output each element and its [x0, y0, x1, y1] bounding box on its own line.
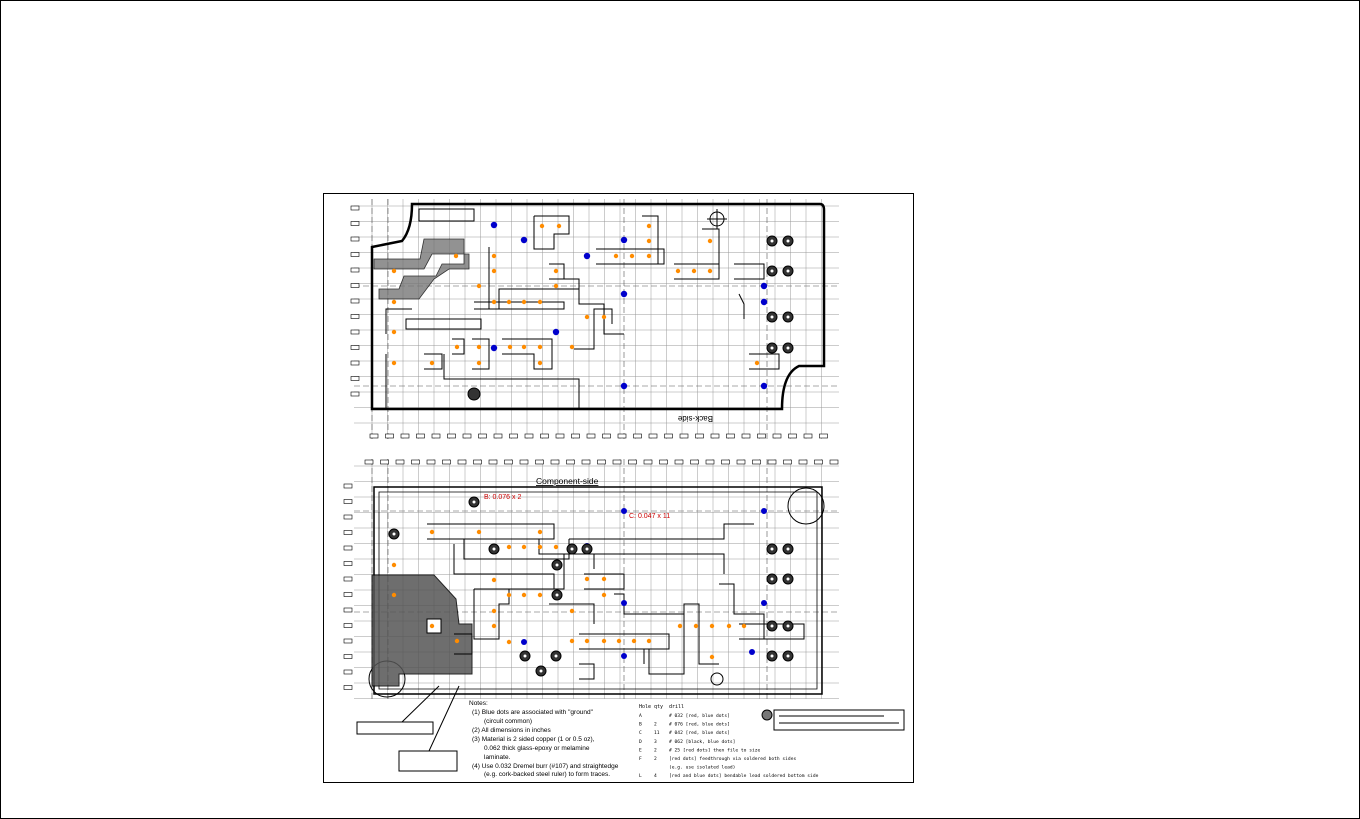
- dimension-tick-bottom: [525, 434, 533, 438]
- pad-orange: [492, 269, 496, 273]
- pad-orange: [710, 624, 714, 628]
- dimension-tick-bottom: [696, 434, 704, 438]
- pad-orange: [507, 300, 511, 304]
- dimension-tick-bottom: [587, 434, 595, 438]
- pad-hole: [787, 316, 790, 319]
- pad-hole: [787, 240, 790, 243]
- dimension-tick-top: [536, 460, 544, 464]
- pad-orange: [570, 639, 574, 643]
- ground-via-blue: [584, 253, 590, 259]
- pad-orange: [708, 239, 712, 243]
- ground-via-blue: [491, 345, 497, 351]
- dimension-tick-bottom: [665, 434, 673, 438]
- back-side-label: Back-side: [677, 414, 713, 423]
- dimension-tick-bottom: [386, 434, 394, 438]
- dimension-tick-top: [381, 460, 389, 464]
- dimension-tick-top: [768, 460, 776, 464]
- pad-orange: [630, 254, 634, 258]
- dimension-tick-top: [830, 460, 838, 464]
- dimension-tick-bottom: [618, 434, 626, 438]
- pad-hole: [787, 347, 790, 350]
- pad-orange: [392, 361, 396, 365]
- pad-orange: [694, 624, 698, 628]
- pad-hole: [473, 501, 476, 504]
- pad-orange: [508, 345, 512, 349]
- dimension-tick-top: [567, 460, 575, 464]
- pad-hole: [771, 347, 774, 350]
- callout-box-2: [399, 751, 457, 771]
- pad-orange: [585, 639, 589, 643]
- pad-hole: [493, 548, 496, 551]
- component-side-label: Component-side: [536, 476, 599, 486]
- pad-orange: [430, 530, 434, 534]
- dimension-tick-top: [706, 460, 714, 464]
- drill-table-cell: 2: [654, 757, 657, 762]
- pad-hole: [771, 578, 774, 581]
- notes-heading: Notes:: [469, 700, 488, 707]
- pad-orange: [430, 624, 434, 628]
- dimension-tick-top: [675, 460, 683, 464]
- pad-hole: [771, 270, 774, 273]
- drill-table-header-drill: drill: [669, 704, 685, 710]
- pad-hole: [787, 625, 790, 628]
- drill-table-cell: E: [639, 748, 642, 754]
- pad-hole: [771, 240, 774, 243]
- dimension-tick-bottom: [773, 434, 781, 438]
- title-block-symbol: [762, 710, 772, 720]
- back-label-box-bottom: [406, 319, 481, 329]
- ground-via-blue: [749, 649, 755, 655]
- dimension-tick-bottom: [479, 434, 487, 438]
- component-side-copper-pour: [372, 575, 472, 686]
- dimension-tick-bottom: [417, 434, 425, 438]
- pad-orange: [477, 361, 481, 365]
- drill-table-cell: # 25 [red dots] then file to size: [669, 748, 761, 754]
- pad-hole: [556, 564, 559, 567]
- title-block-box: [774, 710, 904, 730]
- drill-table-cell: D: [639, 739, 642, 745]
- pad-orange: [477, 530, 481, 534]
- ground-via-blue: [621, 383, 627, 389]
- drill-table-cell: L: [639, 774, 642, 780]
- dimension-tick-left: [351, 299, 359, 303]
- dimension-tick-top: [799, 460, 807, 464]
- pad-hole: [787, 548, 790, 551]
- pad-orange: [570, 345, 574, 349]
- dimension-tick-top: [582, 460, 590, 464]
- ground-via-blue: [521, 237, 527, 243]
- dimension-tick-top: [722, 460, 730, 464]
- dimension-tick-bottom: [634, 434, 642, 438]
- drill-table-cell: [red and blue dots] bendable lead soldered bottom side: [669, 774, 819, 780]
- dimension-tick-left: [344, 686, 352, 690]
- pad-hole: [586, 548, 589, 551]
- pad-orange: [430, 361, 434, 365]
- dimension-tick-bottom: [758, 434, 766, 438]
- pad-orange: [540, 224, 544, 228]
- pad-orange: [557, 224, 561, 228]
- note-line-4: (3) Material is 2 sided copper (1 or 0.5 oz),: [472, 736, 595, 743]
- dimension-tick-top: [443, 460, 451, 464]
- pad-orange: [614, 254, 618, 258]
- pad-orange: [538, 300, 542, 304]
- note-line-2: (circuit common): [484, 718, 533, 725]
- back-side-outline: [372, 204, 824, 409]
- dimension-tick-bottom: [804, 434, 812, 438]
- dimension-tick-left: [344, 655, 352, 659]
- dimension-tick-left: [351, 392, 359, 396]
- ground-via-blue: [621, 508, 627, 514]
- ground-via-blue: [761, 383, 767, 389]
- dimension-tick-left: [351, 206, 359, 210]
- dimension-tick-left: [344, 531, 352, 535]
- pad-orange: [455, 639, 459, 643]
- pad-orange: [602, 577, 606, 581]
- dimension-tick-top: [458, 460, 466, 464]
- pad-orange: [692, 269, 696, 273]
- pad-orange: [392, 269, 396, 273]
- note-line-6: laminate.: [484, 754, 511, 761]
- back-label-box-top: [419, 209, 474, 221]
- pad-orange: [492, 578, 496, 582]
- pad-hole: [787, 578, 790, 581]
- drill-table-cell: 2: [654, 722, 657, 728]
- pad-hole: [771, 316, 774, 319]
- pad-orange: [632, 639, 636, 643]
- dimension-tick-bottom: [711, 434, 719, 438]
- pad-orange: [554, 284, 558, 288]
- notes-block: [469, 700, 619, 778]
- callout-leader-1: [402, 686, 439, 722]
- dimension-tick-left: [351, 222, 359, 226]
- pad-orange: [538, 345, 542, 349]
- pad-hole: [771, 625, 774, 628]
- pad-orange: [522, 545, 526, 549]
- pad-orange: [538, 545, 542, 549]
- dimension-tick-bottom: [370, 434, 378, 438]
- dimension-tick-left: [344, 546, 352, 550]
- pad-orange: [676, 269, 680, 273]
- dimension-tick-bottom: [649, 434, 657, 438]
- dimension-tick-bottom: [742, 434, 750, 438]
- drill-table-cell: [red dots] feedthrough via soldered both sides: [669, 757, 797, 762]
- dimension-tick-top: [644, 460, 652, 464]
- ground-via-blue: [621, 237, 627, 243]
- dimension-tick-left: [344, 562, 352, 566]
- drill-table: [639, 704, 819, 779]
- note-line-5: 0.062 thick glass-epoxy or melamine: [484, 745, 590, 752]
- ground-via-blue: [761, 299, 767, 305]
- dimension-tick-top: [474, 460, 482, 464]
- dimension-tick-bottom: [510, 434, 518, 438]
- dimension-tick-top: [737, 460, 745, 464]
- dimension-tick-left: [344, 639, 352, 643]
- ground-via-blue: [761, 600, 767, 606]
- dimension-tick-bottom: [820, 434, 828, 438]
- dimension-tick-bottom: [541, 434, 549, 438]
- dimension-tick-top: [489, 460, 497, 464]
- dimension-tick-top: [660, 460, 668, 464]
- pad-hole: [555, 655, 558, 658]
- dimension-tick-top: [396, 460, 404, 464]
- ground-via-blue: [521, 639, 527, 645]
- dimension-tick-left: [351, 361, 359, 365]
- pad-hole: [571, 548, 574, 551]
- drill-table-cell: # 032 [red, blue dots]: [669, 714, 730, 719]
- pad-orange: [617, 639, 621, 643]
- dimension-tick-top: [784, 460, 792, 464]
- ground-via-blue: [621, 600, 627, 606]
- pad-hole: [787, 655, 790, 658]
- dimension-tick-left: [344, 624, 352, 628]
- pad-orange: [727, 624, 731, 628]
- pad-orange: [492, 624, 496, 628]
- dimension-tick-left: [351, 346, 359, 350]
- dimension-tick-bottom: [401, 434, 409, 438]
- pad-orange: [392, 300, 396, 304]
- drill-c-callout: C: 0.047 x 11: [629, 513, 671, 520]
- dimension-tick-top: [815, 460, 823, 464]
- pad-orange: [585, 315, 589, 319]
- ground-via-blue: [761, 283, 767, 289]
- dimension-tick-top: [412, 460, 420, 464]
- dimension-tick-left: [351, 284, 359, 288]
- drill-table-header-hole: Hole: [639, 704, 652, 710]
- mounting-hole-pad: [468, 388, 480, 400]
- note-line-8: (e.g. cork-backed steel ruler) to form traces.: [484, 771, 611, 778]
- drill-table-cell: # 076 [red, blue dots]: [669, 722, 730, 728]
- drill-table-cell: 4: [654, 774, 657, 780]
- pad-orange: [742, 624, 746, 628]
- pad-hole: [771, 655, 774, 658]
- ground-via-blue: [761, 508, 767, 514]
- note-line-7: (4) Use 0.032 Dremel burr (#107) and straightedge: [472, 763, 619, 770]
- ground-via-blue: [621, 291, 627, 297]
- pad-orange: [678, 624, 682, 628]
- pad-orange: [477, 284, 481, 288]
- dimension-tick-top: [520, 460, 528, 464]
- dimension-tick-left: [351, 377, 359, 381]
- dimension-tick-bottom: [572, 434, 580, 438]
- dimension-tick-left: [344, 608, 352, 612]
- pad-orange: [522, 300, 526, 304]
- drill-table-cell: B: [639, 722, 642, 728]
- pad-orange: [455, 345, 459, 349]
- dimension-tick-top: [598, 460, 606, 464]
- dimension-tick-bottom: [727, 434, 735, 438]
- dimension-tick-bottom: [556, 434, 564, 438]
- callout-leader-2: [429, 686, 459, 751]
- dimension-tick-left: [344, 670, 352, 674]
- dimension-tick-top: [365, 460, 373, 464]
- ground-via-blue: [491, 222, 497, 228]
- dimension-tick-top: [505, 460, 513, 464]
- drill-table-cell: 11: [654, 731, 660, 737]
- drill-table-cell: A: [639, 714, 642, 719]
- dimension-tick-bottom: [448, 434, 456, 438]
- dimension-tick-left: [351, 268, 359, 272]
- pad-orange: [454, 254, 458, 258]
- dimension-tick-top: [551, 460, 559, 464]
- pad-orange: [538, 593, 542, 597]
- pad-orange: [392, 593, 396, 597]
- pad-orange: [522, 345, 526, 349]
- pad-orange: [554, 545, 558, 549]
- pad-hole: [787, 270, 790, 273]
- dimension-tick-left: [344, 484, 352, 488]
- drill-table-cell: (e.g. use isolated lead): [669, 765, 736, 771]
- drill-table-cell: 3: [654, 739, 657, 745]
- dimension-tick-top: [613, 460, 621, 464]
- pad-orange: [492, 609, 496, 613]
- pad-orange: [554, 269, 558, 273]
- dimension-tick-bottom: [789, 434, 797, 438]
- note-line-3: (2) All dimensions in inches: [472, 727, 551, 734]
- dimension-tick-left: [344, 577, 352, 581]
- pad-orange: [647, 224, 651, 228]
- pad-hole: [524, 655, 527, 658]
- pad-orange: [538, 530, 542, 534]
- pad-orange: [602, 593, 606, 597]
- pad-orange: [392, 563, 396, 567]
- drill-table-cell: # 062 [black, blue dots]: [669, 739, 736, 745]
- dimension-tick-left: [351, 315, 359, 319]
- callout-box-1: [357, 722, 433, 734]
- pad-orange: [492, 254, 496, 258]
- dimension-tick-top: [691, 460, 699, 464]
- pad-orange: [647, 239, 651, 243]
- dimension-tick-bottom: [463, 434, 471, 438]
- dimension-tick-left: [351, 253, 359, 257]
- pad-orange: [570, 609, 574, 613]
- pad-orange: [602, 315, 606, 319]
- pad-hole: [556, 594, 559, 597]
- pad-orange: [507, 545, 511, 549]
- dimension-tick-top: [753, 460, 761, 464]
- pad-orange: [647, 639, 651, 643]
- dimension-tick-bottom: [432, 434, 440, 438]
- pad-orange: [507, 593, 511, 597]
- pad-orange: [602, 639, 606, 643]
- dimension-tick-top: [427, 460, 435, 464]
- pad-orange: [522, 593, 526, 597]
- component-side-board: [357, 476, 904, 771]
- dimension-tick-left: [351, 237, 359, 241]
- drill-table-header-qty: qty: [654, 704, 664, 710]
- pad-orange: [392, 330, 396, 334]
- pad-orange: [647, 254, 651, 258]
- component-side-traces: [427, 524, 804, 679]
- ground-via-blue: [621, 653, 627, 659]
- pad-hole: [540, 670, 543, 673]
- pad-hole: [771, 548, 774, 551]
- dimension-tick-left: [351, 330, 359, 334]
- pcb-layout-diagram: [324, 194, 913, 782]
- dimension-tick-bottom: [494, 434, 502, 438]
- dimension-tick-left: [344, 500, 352, 504]
- drill-table-cell: C: [639, 731, 642, 737]
- pad-orange: [477, 345, 481, 349]
- pad-hole: [393, 533, 396, 536]
- pad-orange: [755, 361, 759, 365]
- drill-table-cell: F: [639, 757, 642, 762]
- pad-orange: [492, 300, 496, 304]
- ground-via-blue: [553, 329, 559, 335]
- dimension-tick-left: [344, 515, 352, 519]
- pad-orange: [507, 640, 511, 644]
- note-line-1: (1) Blue dots are associated with "ground": [472, 709, 593, 716]
- drill-table-cell: # 042 [red, blue dots]: [669, 731, 730, 737]
- dimension-tick-top: [629, 460, 637, 464]
- dimension-tick-bottom: [603, 434, 611, 438]
- pad-orange: [710, 655, 714, 659]
- drill-table-cell: 2: [654, 748, 657, 754]
- pad-orange: [585, 577, 589, 581]
- pad-orange: [708, 269, 712, 273]
- pcb-drawing-sheet: [323, 193, 914, 783]
- drill-b-callout: B: 0.076 x 2: [484, 494, 522, 501]
- dimension-tick-bottom: [680, 434, 688, 438]
- pad-orange: [538, 361, 542, 365]
- dimension-tick-left: [344, 593, 352, 597]
